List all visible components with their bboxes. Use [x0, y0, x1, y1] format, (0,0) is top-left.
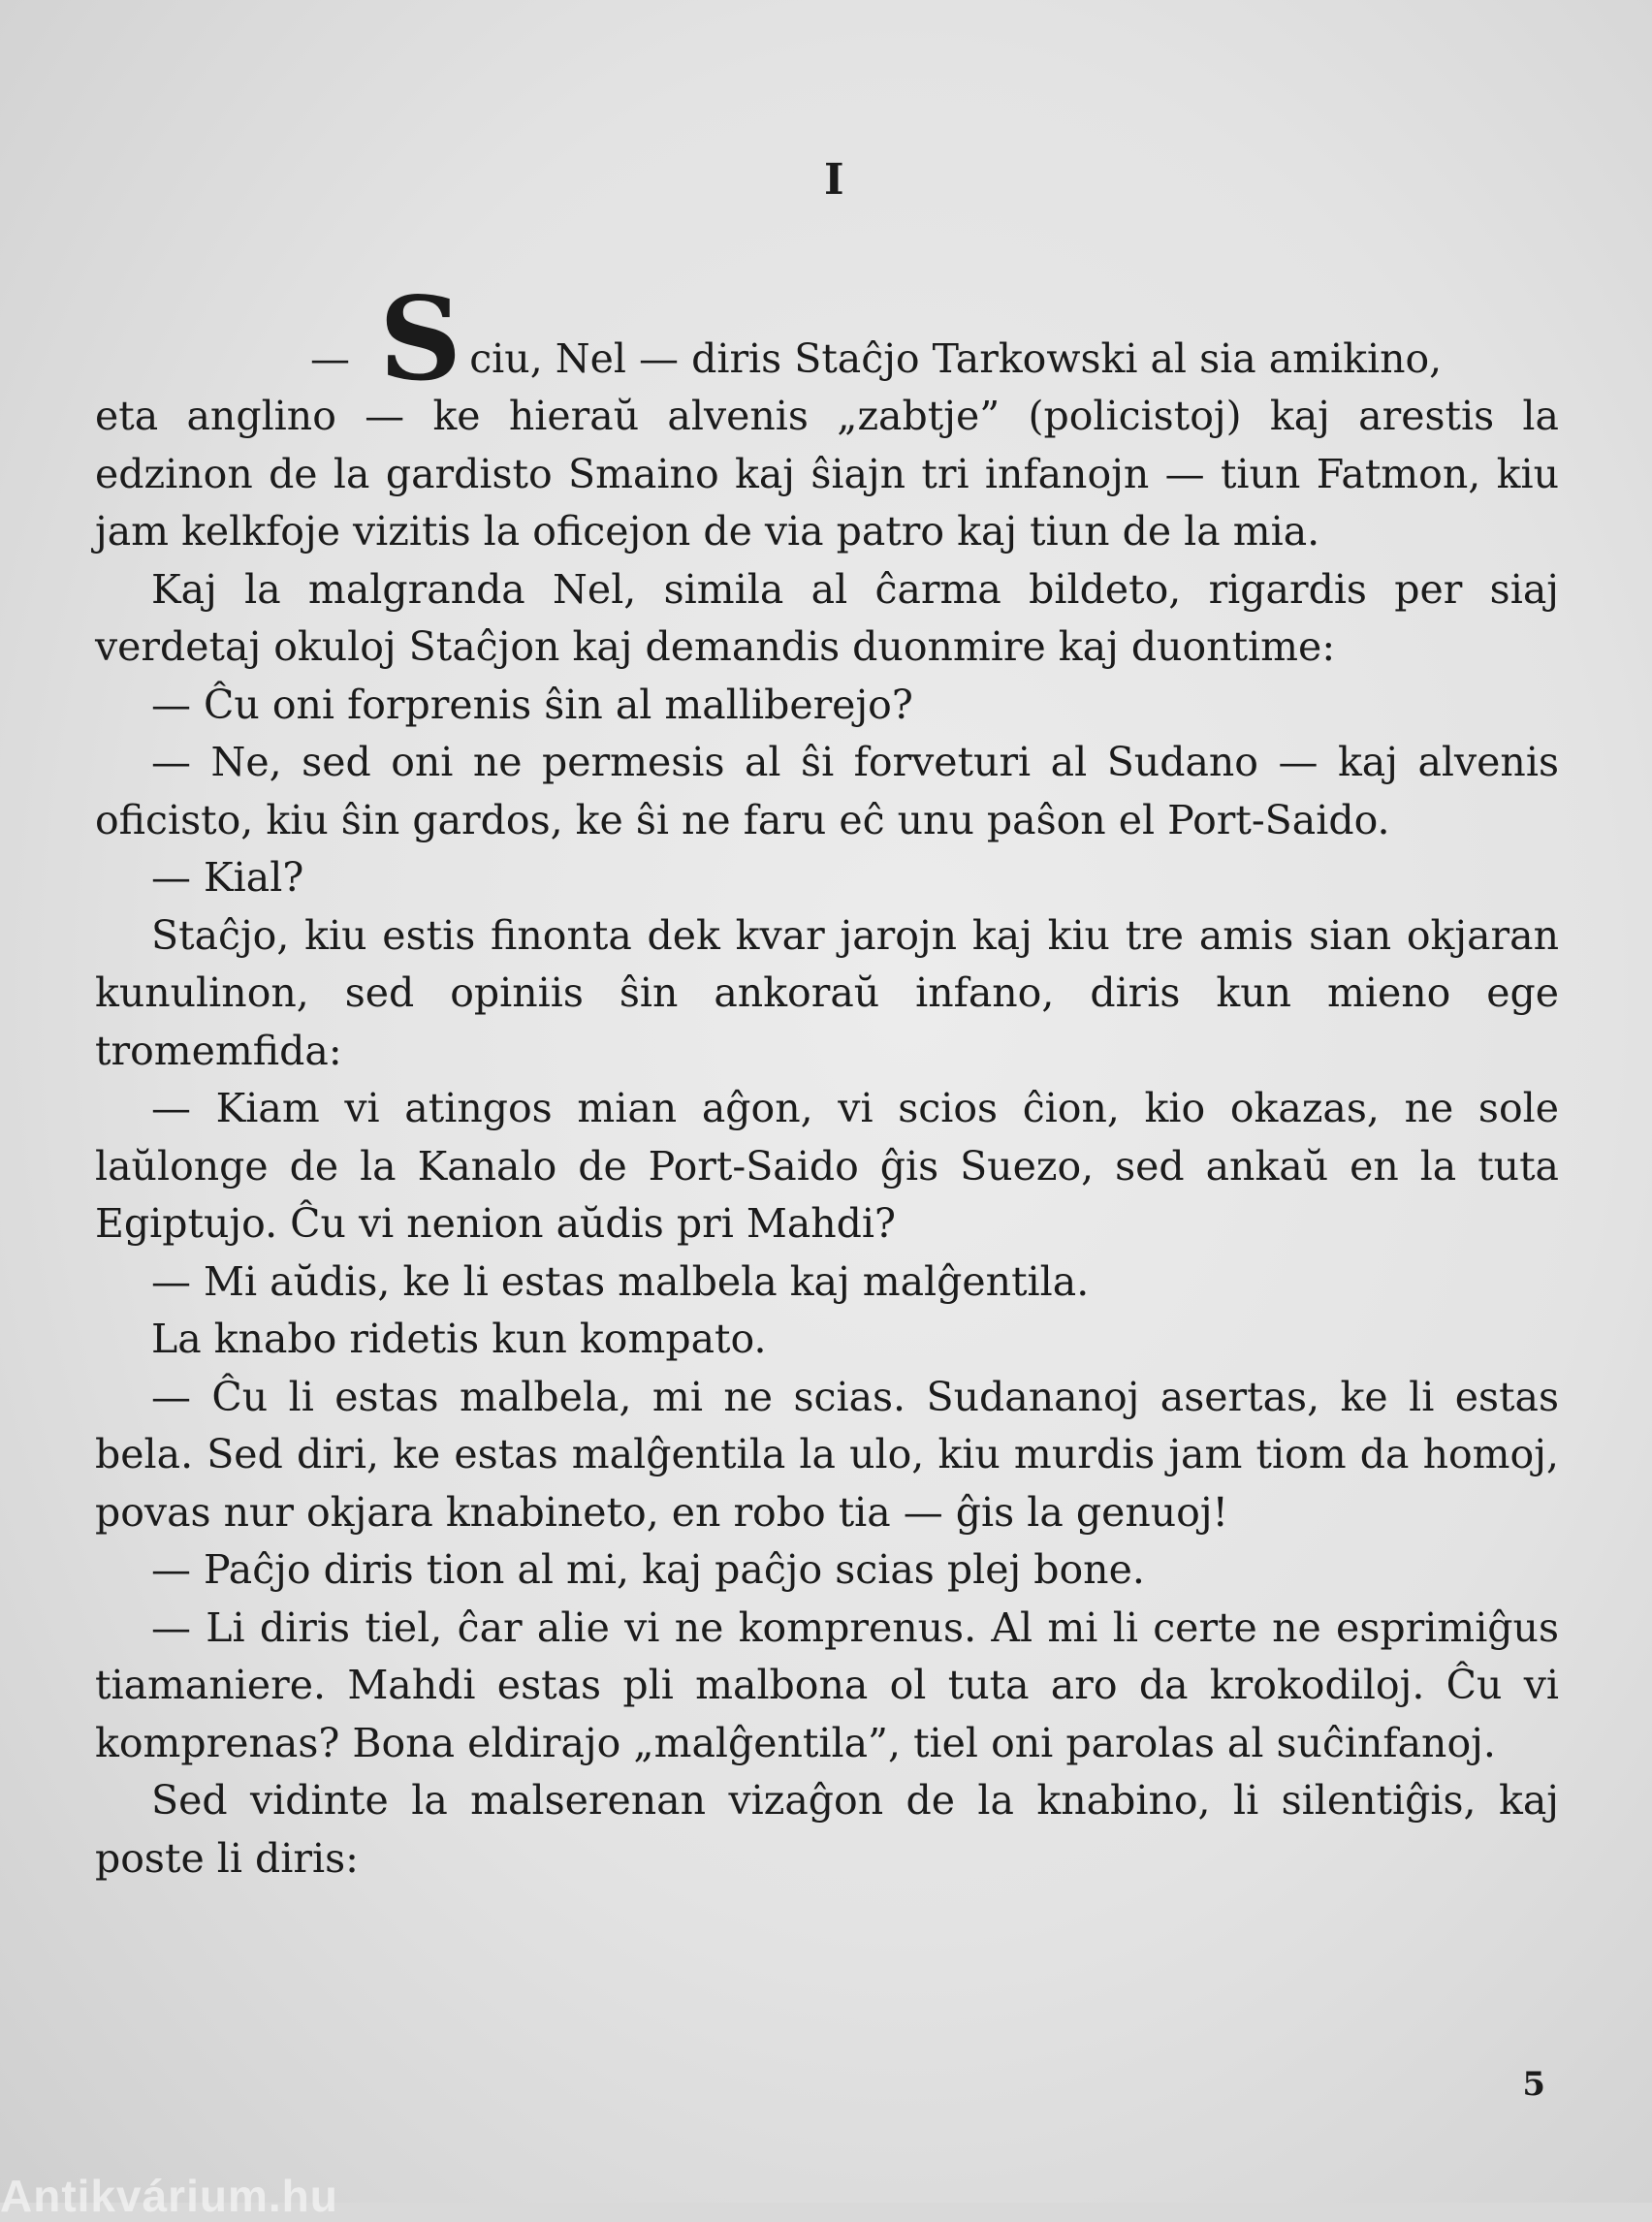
paragraph-11: — Paĉjo diris tion al mi, kaj paĉjo scias plej bone.: [151, 1546, 1145, 1593]
paragraph-8: — Mi aŭdis, ke li estas malbela kaj malĝentila.: [151, 1257, 1090, 1305]
drop-cap: S: [379, 271, 462, 406]
opening-dash: —: [310, 334, 350, 382]
body-text: [95, 271, 1559, 1888]
paragraph-12: — Li diris tiel, ĉar alie vi ne komprenus. Al mi li certe ne esprimiĝus tiamaniere. Mahdi estas pli malbona ol tuta aro da krokodiloj. Ĉu vi komprenas? Bona eldirajo „malĝentila”, tiel oni parolas al suĉinfanoj.: [95, 1603, 1559, 1766]
paragraph-4: — Ne, sed oni ne permesis al ŝi forveturi al Sudano — kaj alvenis oficisto, kiu ŝin gardos, ke ŝi ne faru eĉ unu paŝon el Port-Saido.: [95, 739, 1559, 843]
paragraph-1: eta anglino — ke hieraŭ alvenis „zabtje” (policistoj) kaj arestis la edzinon de la gardisto Smaino kaj ŝiajn tri infanojn — tiun Fatmon, kiu jam kelkfoje vizitis la oficejon de via patro kaj tiun de la mia.: [95, 393, 1559, 555]
watermark: Antikvárium.hu: [0, 2171, 338, 2221]
paragraph-2: Kaj la malgranda Nel, simila al ĉarma bildeto, rigardis per siaj verdetaj okuloj Staĉjon kaj demandis duonmire kaj duontime:: [95, 565, 1559, 670]
page-number: 5: [1522, 2065, 1545, 2104]
paragraph-5: — Kial?: [151, 854, 304, 901]
chapter-number: I: [824, 155, 844, 205]
paragraph-7: — Kiam vi atingos mian aĝon, vi scios ĉion, kio okazas, ne sole laŭlonge de la Kanalo de Port-Saido ĝis Suezo, sed ankaŭ en la tuta Egiptujo. Ĉu vi nenion aŭdis pri Mahdi?: [95, 1085, 1559, 1247]
opening-line-text: ciu, Nel — diris Staĉjo Tarkowski al sia amikino,: [469, 334, 1443, 382]
paragraph-10: — Ĉu li estas malbela, mi ne scias. Sudananoj asertas, ke li estas bela. Sed diri, ke estas malĝentila la ulo, kiu murdis jam tiom da homoj, povas nur okjara knabineto, en robo tia — ĝis la genuoj!: [95, 1373, 1559, 1536]
opening-line: [310, 271, 1559, 406]
paragraph-9: La knabo ridetis kun kompato.: [151, 1316, 767, 1362]
paragraph-3: — Ĉu oni forprenis ŝin al malliberejo?: [151, 681, 913, 728]
paragraph-6: Staĉjo, kiu estis finonta dek kvar jarojn kaj kiu tre amis sian okjaran kunulinon, sed opiniis ŝin ankoraŭ infano, diris kun mieno ege tromemfida:: [95, 911, 1559, 1074]
paragraph-13: Sed vidinte la malserenan vizaĝon de la knabino, li silentiĝis, kaj poste li diris:: [95, 1777, 1559, 1882]
